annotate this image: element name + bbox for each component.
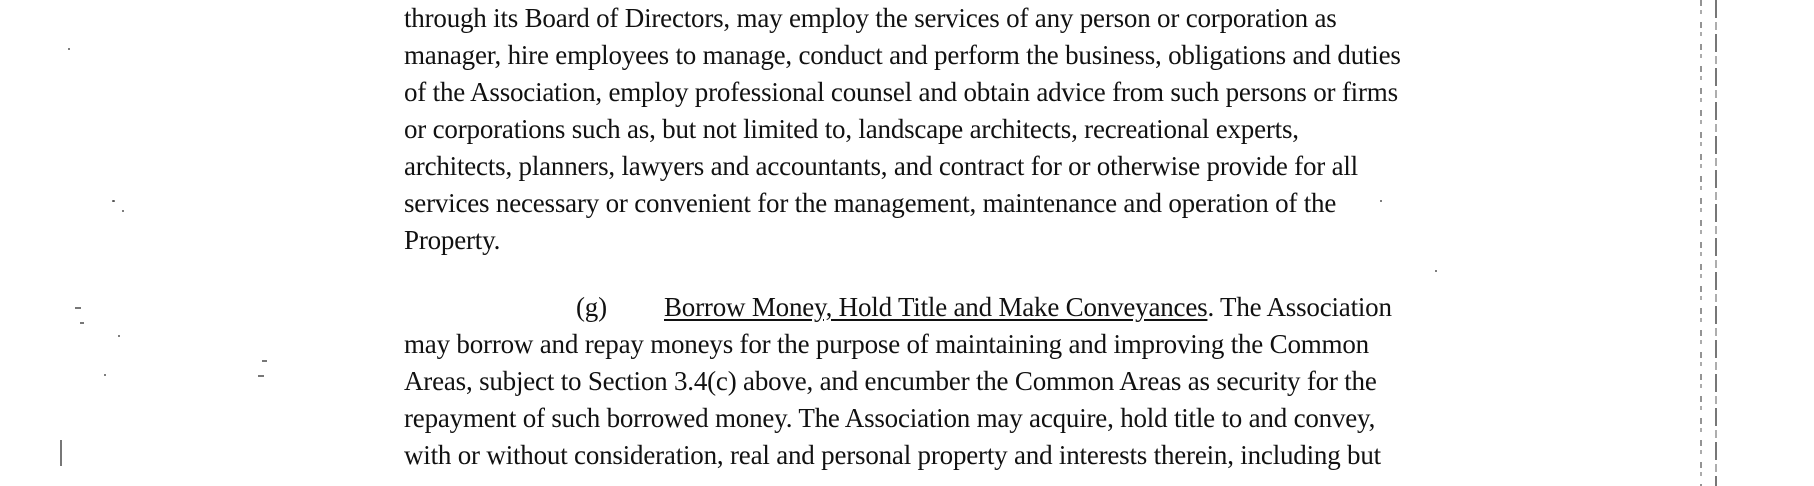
scan-dash bbox=[258, 375, 264, 377]
body-line: or corporations such as, but not limited to, landscape architects, recreational experts, bbox=[404, 114, 1299, 144]
body-line: manager, hire employees to manage, conduct and perform the business, obligations and duties bbox=[404, 40, 1401, 70]
scan-speck bbox=[1380, 200, 1382, 202]
scan-margin-line bbox=[1700, 0, 1702, 486]
section-g-heading-line bbox=[404, 289, 1554, 326]
body-line: architects, planners, lawyers and accountants, and contract for or otherwise provide for all bbox=[404, 151, 1358, 181]
scan-speck bbox=[104, 374, 106, 376]
paragraph-gap bbox=[404, 259, 1554, 289]
body-line: through its Board of Directors, may employ the services of any person or corporation as bbox=[404, 3, 1337, 33]
scan-dash bbox=[80, 322, 84, 324]
section-heading: Borrow Money, Hold Title and Make Conveyances bbox=[664, 292, 1208, 322]
body-line: with or without consideration, real and personal property and interests therein, including but bbox=[404, 440, 1381, 470]
body-line: Areas, subject to Section 3.4(c) above, and encumber the Common Areas as security for the bbox=[404, 366, 1377, 396]
document-body bbox=[404, 0, 1554, 474]
scan-dash bbox=[60, 440, 62, 466]
body-line: may borrow and repay moneys for the purpose of maintaining and improving the Common bbox=[404, 329, 1369, 359]
section-heading-tail: . The Association bbox=[1207, 292, 1392, 322]
scan-margin-line bbox=[1715, 0, 1717, 486]
scan-dash bbox=[262, 360, 267, 362]
body-line: repayment of such borrowed money. The Association may acquire, hold title to and convey, bbox=[404, 403, 1376, 433]
scan-dash bbox=[75, 307, 81, 309]
scan-speck bbox=[68, 48, 70, 50]
body-line: of the Association, employ professional counsel and obtain advice from such persons or firms bbox=[404, 77, 1398, 107]
scan-speck bbox=[118, 335, 120, 337]
section-label: (g) bbox=[576, 292, 607, 322]
body-line: Property. bbox=[404, 225, 501, 255]
scan-speck bbox=[1435, 270, 1437, 272]
scan-speck bbox=[122, 210, 124, 212]
scan-speck bbox=[112, 200, 115, 202]
body-line: services necessary or convenient for the management, maintenance and operation of the bbox=[404, 188, 1337, 218]
